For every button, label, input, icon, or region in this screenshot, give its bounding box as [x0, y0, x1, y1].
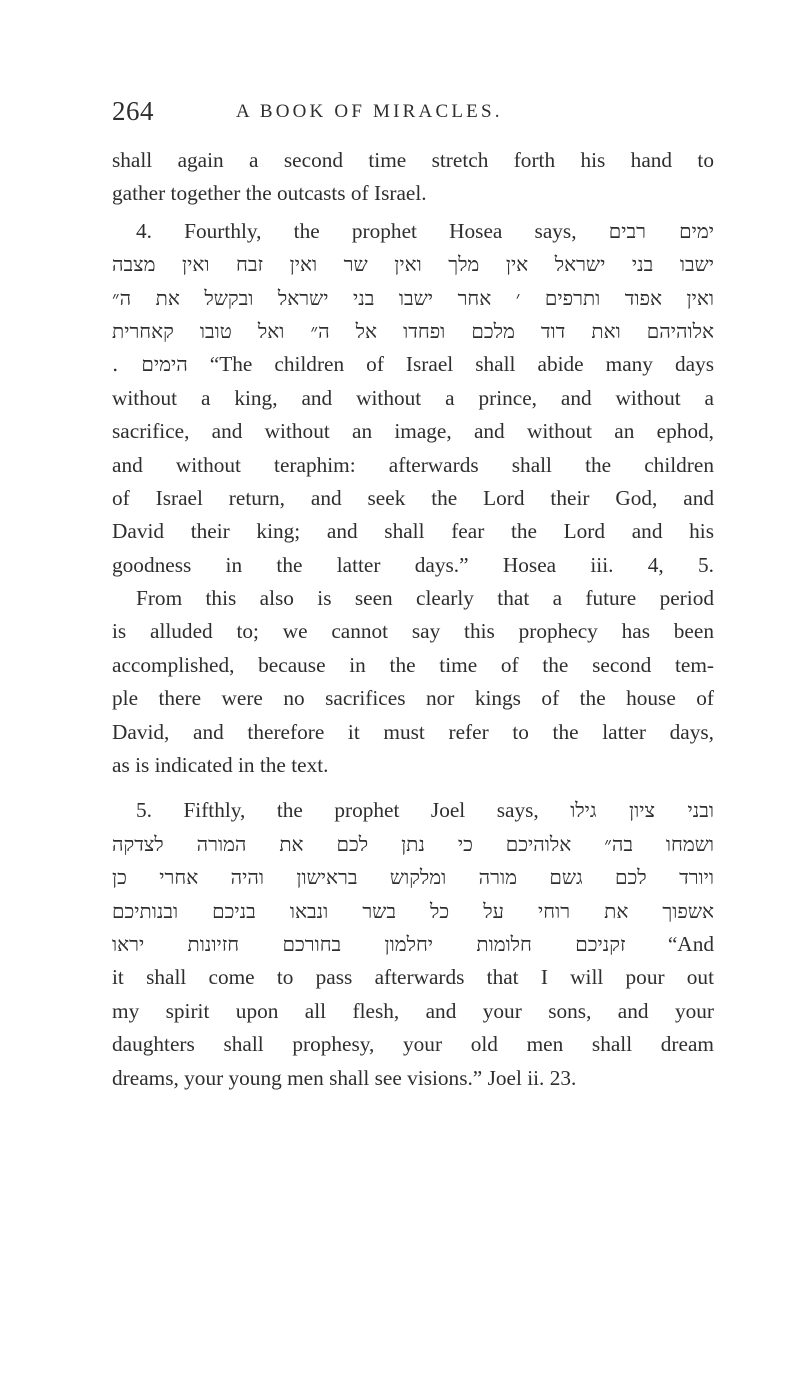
text-line: [112, 928, 714, 961]
text-line: of Israel return, and seek the Lord their God, and: [112, 485, 714, 510]
running-head: [112, 96, 712, 136]
hebrew-run: הימים .: [112, 352, 188, 377]
text-line: dreams, your young men shall see visions.” Joel ii. 23.: [112, 1065, 577, 1090]
text-line: From this also is seen clearly that a future period: [136, 586, 714, 611]
hebrew-line: ויורד לכם גשם מורה ומלקוש בראישון והיה אחרי כן: [112, 865, 714, 890]
text-line: is alluded to; we cannot say this prophecy has been: [112, 619, 714, 644]
english-run: 5. Fifthly, the prophet Joel says,: [136, 798, 539, 823]
text-line: shall again a second time stretch forth his hand to: [112, 148, 714, 172]
text-line: [112, 794, 714, 827]
hebrew-line: אשפוך את רוחי על כל בשר ונבאו בניכם ובנותיכם: [112, 898, 714, 923]
text-line: as is indicated in the text.: [112, 753, 329, 778]
text-line: and without teraphim: afterwards shall the children: [112, 452, 714, 477]
hebrew-run: ובני ציון גילו: [570, 798, 714, 823]
text-line: gather together the outcasts of Israel.: [112, 181, 427, 206]
hebrew-line: אלוהיהם ואת דוד מלכם ופחדו אל ה״ ואל טובו קאחרית: [112, 318, 714, 343]
hebrew-line: ושמחו בה״ אלוהיכם כי נתן לכם את המורה לצדקה: [112, 831, 714, 856]
text-line: goodness in the latter days.” Hosea iii. 4, 5.: [112, 552, 714, 577]
english-run: “The children of Israel shall abide many days: [209, 352, 715, 377]
text-line: without a king, and without a prince, and without a: [112, 385, 714, 410]
text-line: my spirit upon all flesh, and your sons, and your: [112, 998, 714, 1023]
text-line: David, and therefore it must refer to the latter days,: [112, 719, 714, 744]
hebrew-line: ישבו בני ישראל אין מלך ואין שר ואין זבח ואין מצבה: [112, 252, 714, 277]
text-line: sacrifice, and without an image, and without an ephod,: [112, 419, 714, 444]
english-run: “And: [667, 931, 714, 956]
hebrew-run: ימים רבים: [608, 218, 715, 243]
english-run: 4. Fourthly, the prophet Hosea says,: [136, 218, 577, 243]
text-line: [112, 215, 714, 248]
text-line: David their king; and shall fear the Lord and his: [112, 519, 714, 544]
page-body: [112, 144, 714, 1095]
text-line: ple there were no sacrifices nor kings of the house of: [112, 686, 714, 711]
text-line: it shall come to pass afterwards that I will pour out: [112, 965, 714, 990]
text-line: [112, 348, 714, 381]
hebrew-line: ואין אפוד ותרפים ׳ אחר ישבו בני ישראל ובקשל את ה״: [112, 285, 714, 310]
text-line: daughters shall prophesy, your old men shall dream: [112, 1032, 714, 1057]
text-line: accomplished, because in the time of the second tem-: [112, 652, 714, 677]
running-title: A BOOK OF MIRACLES.: [236, 101, 503, 122]
page-number: 264: [112, 96, 154, 126]
hebrew-run: זקניכם חלומות יחלמון בחורכם חזיונות יראו: [112, 931, 626, 956]
